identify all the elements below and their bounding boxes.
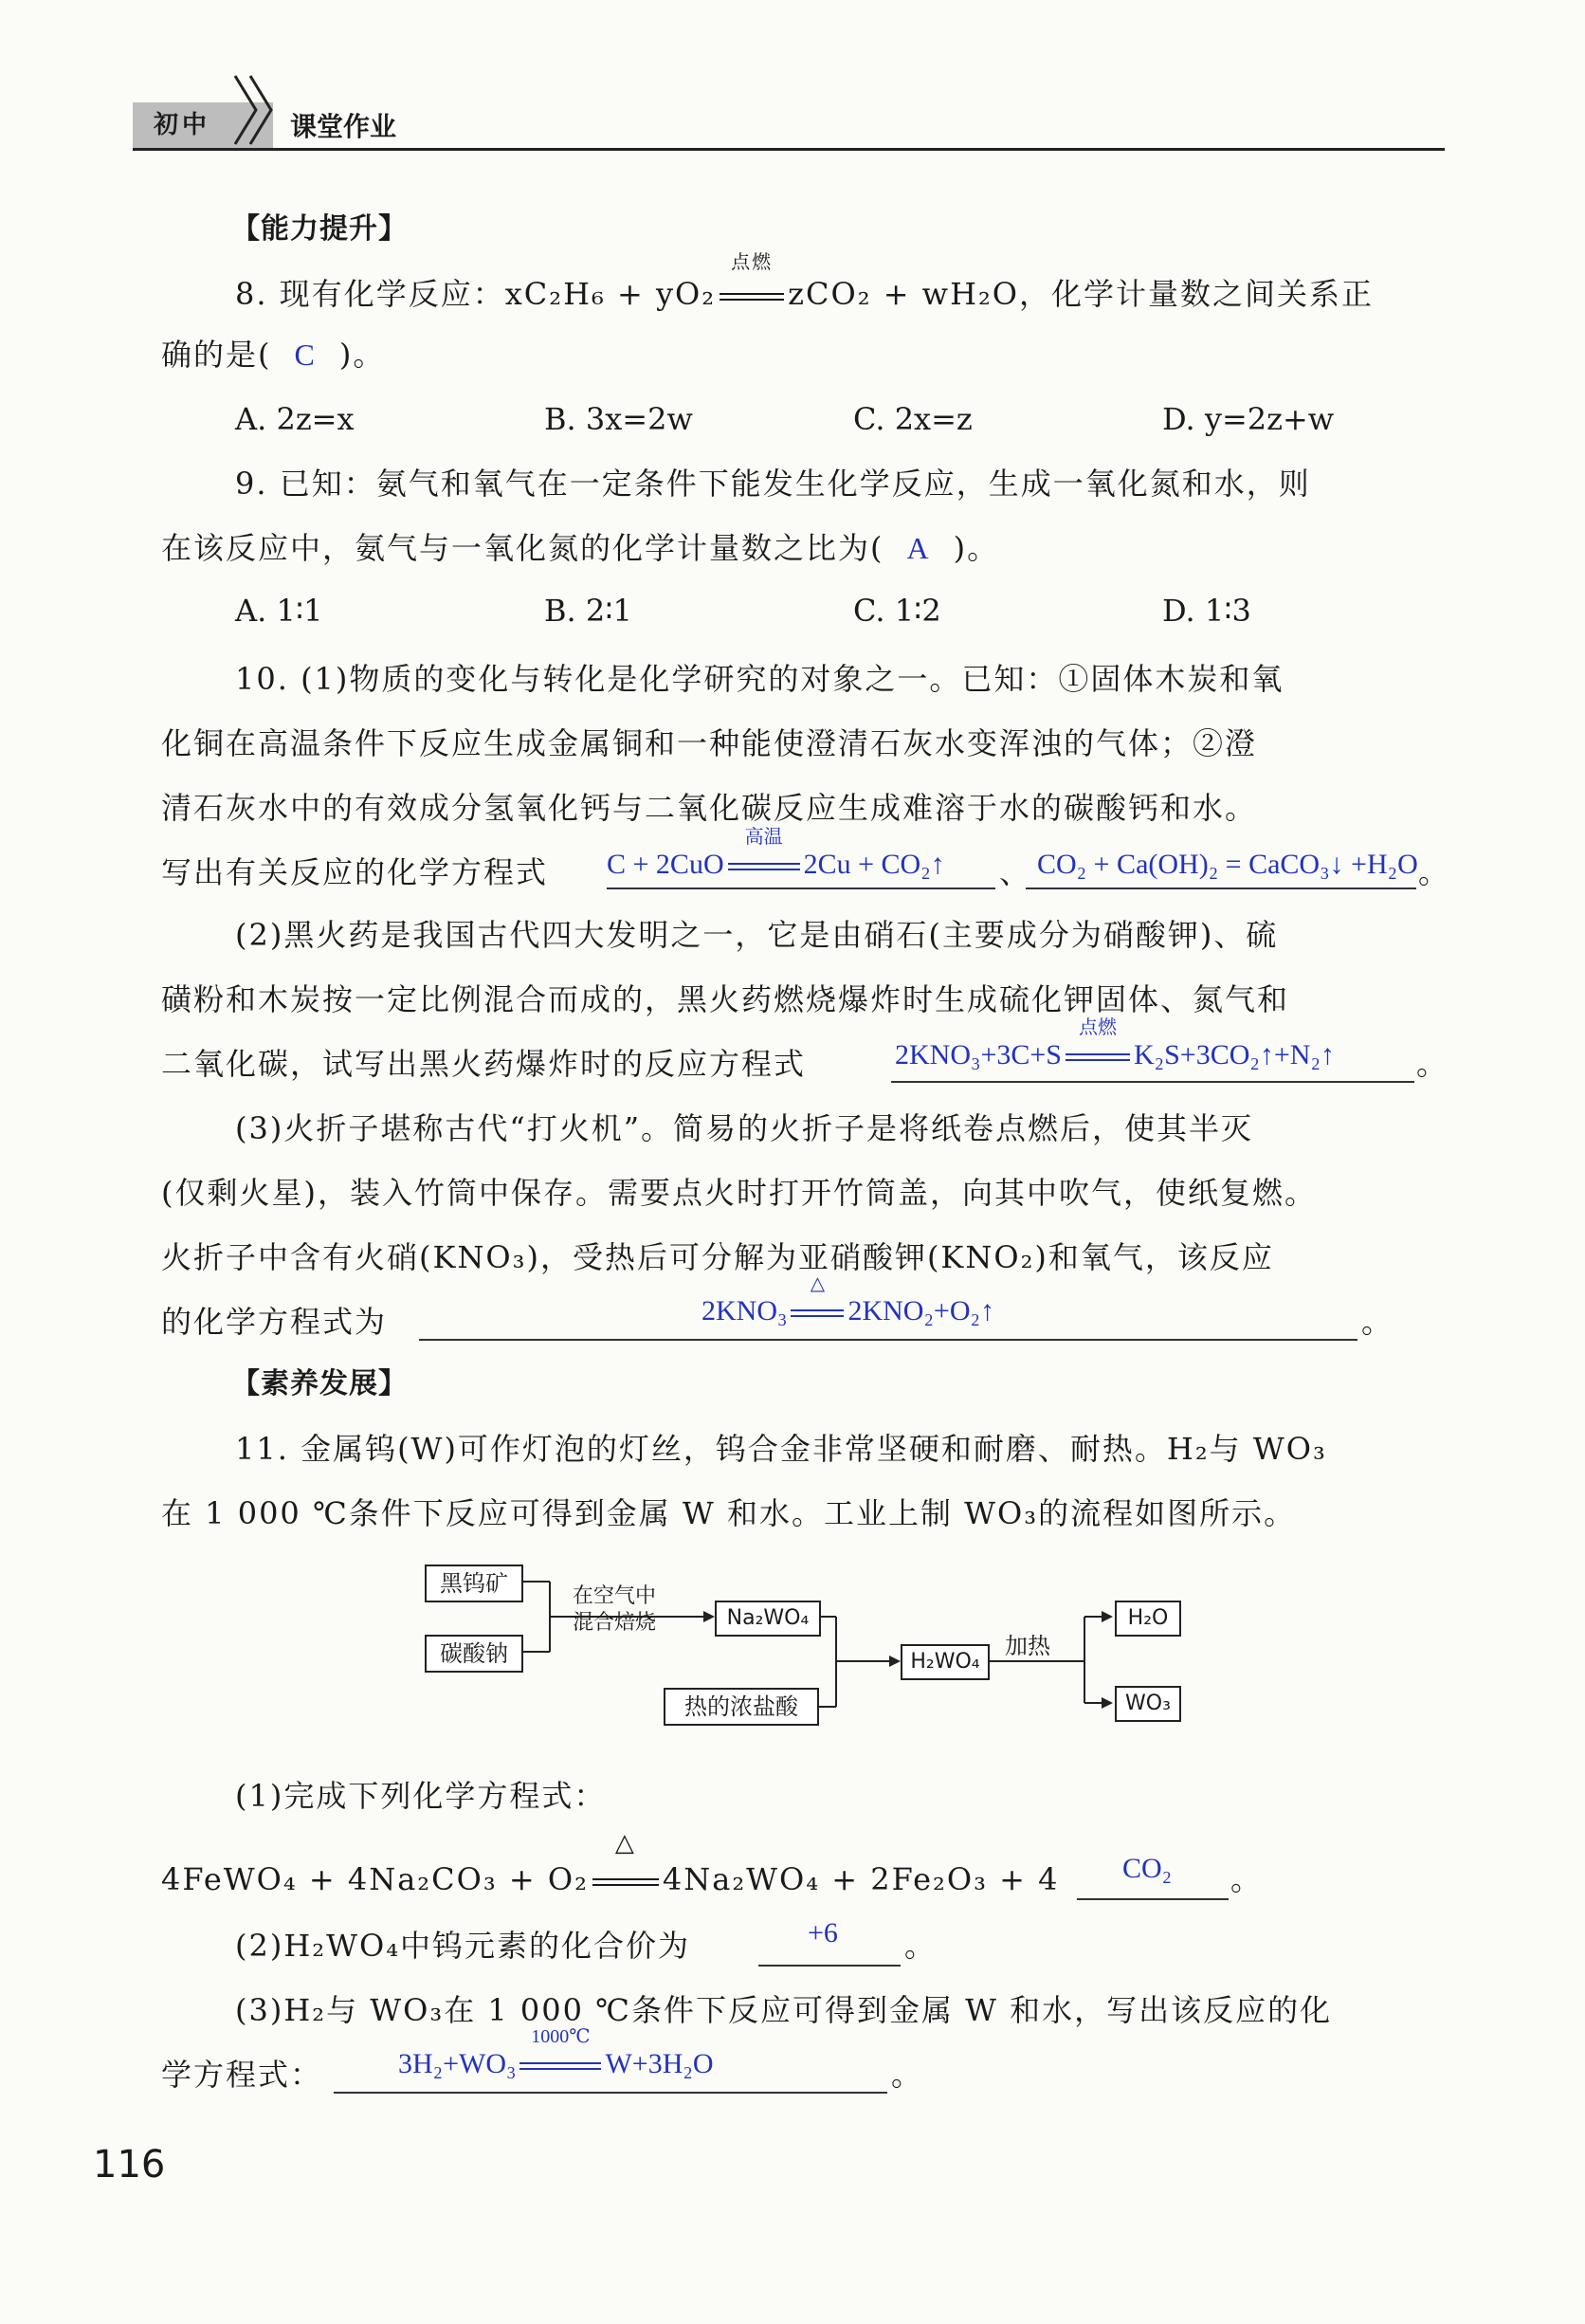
flow-box-sodium-carbonate: 碳酸钠 — [425, 1635, 523, 1673]
q8-line1: 8. 现有化学反应：xC₂H₆ + yO₂ 点燃 zCO₂ + wH₂O，化学计量数之间关系正 — [235, 250, 1375, 312]
q10-p3-line2: (仅剩火星)，装入竹筒中保存。需要点火时打开竹筒盖，向其中吹气，使纸复燃。 — [161, 1175, 1317, 1211]
q10-blank3 — [891, 1081, 1414, 1083]
q11-line1: 11. 金属钨(W)可作灯泡的灯丝，钨合金非常坚硬和耐磨、耐热。H₂与 WO₃ — [235, 1431, 1327, 1467]
header-title: 课堂作业 — [290, 111, 397, 142]
q10-p3-line3: 火折子中含有火硝(KNO₃)，受热后可分解为亚硝酸钾(KNO₂)和氧气，该反应 — [161, 1239, 1274, 1275]
q9-answer: A — [906, 531, 931, 565]
flow-cond-heat: 加热 — [1005, 1633, 1050, 1659]
q10-answer1: C + 2CuO 高温 2Cu + CO₂↑ — [607, 827, 945, 880]
page-number: 116 — [93, 2143, 166, 2187]
flow-cond-roast: 在空气中 混合焙烧 — [573, 1584, 657, 1635]
q11-s2-end: 。 — [904, 1928, 936, 1964]
q8-option-b: B. 3x=2w — [544, 401, 693, 437]
q10-p2-line1: (2)黑火药是我国古代四大发明之一，它是由硝石(主要成分为硝酸钾)、硫 — [235, 917, 1279, 953]
q10-p3-line4: 的化学方程式为 — [161, 1304, 388, 1340]
q11-line2: 在 1 000 ℃条件下反应可得到金属 W 和水。工业上制 WO₃的流程如图所示。 — [161, 1495, 1297, 1531]
q10-blank4 — [419, 1339, 1357, 1341]
q11-blank3 — [334, 2092, 887, 2094]
q10-p2-end: 。 — [1416, 1046, 1448, 1082]
section-literacy: 【素养发展】 — [231, 1367, 408, 1400]
q8-option-a: A. 2z=x — [235, 401, 355, 437]
q11-eq: 4FeWO₄ + 4Na₂CO₃ + O₂ △ 4Na₂WO₄ + 2Fe₂O₃ + 4 — [161, 1829, 1060, 1897]
flow-box-h2wo4: H₂WO₄ — [901, 1644, 990, 1680]
q11-answer1: CO₂ — [1122, 1853, 1173, 1884]
q9-option-a: A. 1∶1 — [235, 593, 323, 629]
q11-s3-line2: 学方程式： — [161, 2057, 323, 2093]
q8-option-d: D. y=2z+w — [1162, 401, 1335, 437]
q10-p1-line1: 10. (1)物质的变化与转化是化学研究的对象之一。已知：①固体木炭和氧 — [235, 661, 1284, 697]
q10-answer2: CO₂ + Ca(OH)₂ = CaCO₃↓ +H₂O — [1037, 849, 1418, 880]
header-tab: 初中 — [133, 102, 273, 148]
q8-line2: 确的是( C )。 — [161, 337, 386, 373]
q10-blank2 — [1026, 888, 1416, 889]
header-rule — [133, 148, 1445, 151]
q9-option-c: C. 1∶2 — [853, 593, 941, 629]
q10-p1-line4: 写出有关反应的化学方程式 — [161, 854, 549, 890]
q10-answer3: 2KNO₃+3C+S 点燃 K₂S+3CO₂↑+N₂↑ — [895, 1017, 1335, 1071]
q10-answer4: 2KNO₃ △ 2KNO₂+O₂↑ — [701, 1273, 994, 1327]
q11-answer2: +6 — [808, 1917, 838, 1949]
q11-s3-line1: (3)H₂与 WO₃在 1 000 ℃条件下反应可得到金属 W 和水，写出该反应的化 — [235, 1992, 1333, 2028]
flow-box-wolframite: 黑钨矿 — [425, 1565, 523, 1602]
q10-p2-line2: 磺粉和木炭按一定比例混合而成的，黑火药燃烧爆炸时生成硫化钾固体、氮气和 — [161, 981, 1290, 1017]
q11-eq-end: 。 — [1230, 1861, 1262, 1897]
q11-answer3: 3H₂+WO₃ 1000℃ W+3H₂O — [398, 2026, 714, 2079]
q10-p1-line2: 化铜在高温条件下反应生成金属铜和一种能使澄清石灰水变浑浊的气体；②澄 — [161, 725, 1258, 761]
flow-box-na2wo4: Na₂WO₄ — [715, 1601, 821, 1637]
flow-box-wo3: WO₃ — [1115, 1686, 1181, 1722]
q8-option-c: C. 2x=z — [853, 401, 973, 437]
double-chevron-icon — [231, 72, 279, 148]
q9-option-d: D. 1∶3 — [1162, 593, 1251, 629]
q10-p2-line3: 二氧化碳，试写出黑火药爆炸时的反应方程式 — [161, 1046, 807, 1082]
q11-s1: (1)完成下列化学方程式： — [235, 1778, 607, 1814]
q10-p1-line3: 清石灰水中的有效成分氢氧化钙与二氧化碳反应生成难溶于水的碳酸钙和水。 — [161, 790, 1258, 826]
q11-s3-end: 。 — [891, 2057, 922, 2093]
q10-separator: 、 — [999, 854, 1030, 890]
q8-answer: C — [294, 338, 317, 372]
section-ability: 【能力提升】 — [231, 212, 408, 246]
q9-line1: 9. 已知：氨气和氧气在一定条件下能发生化学反应，生成一氧化氮和水，则 — [235, 466, 1311, 502]
q9-option-b: B. 2∶1 — [544, 593, 632, 629]
q10-p3-end: 。 — [1361, 1304, 1393, 1340]
q10-p3-line1: (3)火折子堪称古代“打火机”。简易的火折子是将纸卷点燃后，使其半灭 — [235, 1110, 1254, 1146]
q11-blank1 — [1077, 1898, 1229, 1900]
q10-blank1 — [607, 888, 995, 889]
q9-line2: 在该反应中，氨气与一氧化氮的化学计量数之比为( A )。 — [161, 530, 1000, 566]
q10-p1-end: 。 — [1418, 854, 1449, 890]
q11-s2: (2)H₂WO₄中钨元素的化合价为 — [235, 1928, 691, 1964]
flow-box-h2o: H₂O — [1115, 1601, 1181, 1637]
q11-blank2 — [758, 1965, 901, 1967]
flow-box-hot-hcl: 热的浓盐酸 — [664, 1688, 819, 1726]
